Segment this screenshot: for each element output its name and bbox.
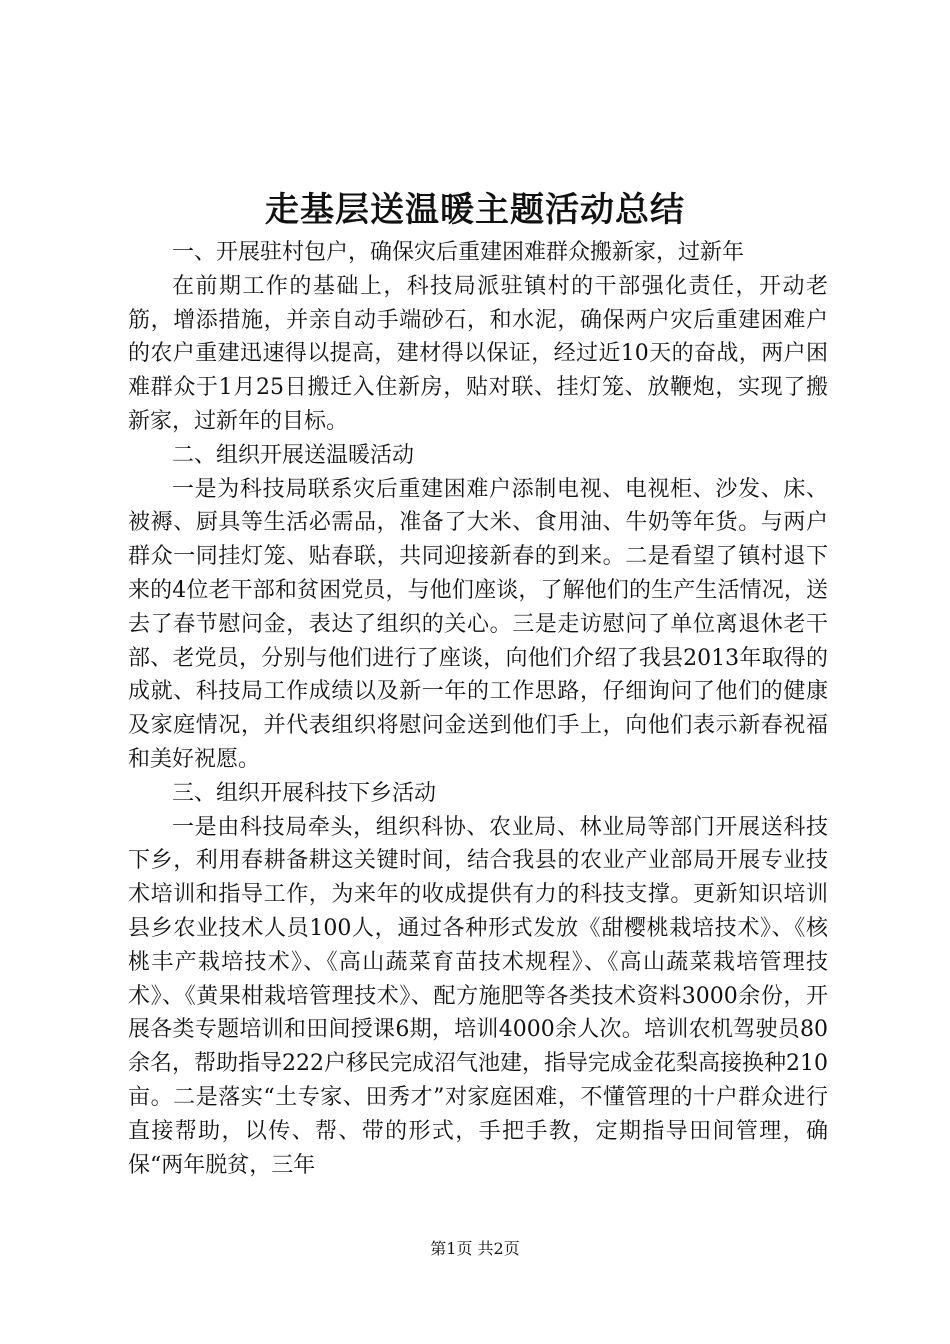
document-title: 走基层送温暖主题活动总结 [265, 190, 685, 230]
paragraph: 一是由科技局牵头，组织科协、农业局、林业局等部门开展送科技下乡，利用春耕备耕这关键时间，结合我县的农业产业部局开展专业技术培训和指导工作，为来年的收成提供有力的科技支撑。更新知识培训县乡农业技术人员100人，通过各种形式发放《甜樱桃栽培技术》、《核桃丰产栽培技术》、《高山蔬菜育苗技术规程》、《高山蔬菜栽培管理技术》、《黄果柑栽培管理技术》、配方施肥等各类技术资料3000余份，开展各类专题培训和田间授课6期，培训4000余人次。培训农机驾驶员80余名，帮助指导222户移民完成沼气池建，指导完成金花梨高接换种210亩。二是落实“土专家、田秀才”对家庭困难，不懂管理的十户群众进行直接帮助，以传、帮、带的形式，手把手教，定期指导田间管理，确保“两年脱贫，三年 [128, 814, 828, 1178]
document-body [128, 236, 828, 1182]
paragraph: 一是为科技局联系灾后重建困难户添制电视、电视柜、沙发、床、被褥、厨具等生活必需品，准备了大米、食用油、牛奶等年货。与两户群众一同挂灯笼、贴春联，共同迎接新春的到来。二是看望了镇村退下来的4位老干部和贫困党员，与他们座谈，了解他们的生产生活情况，送去了春节慰问金，表达了组织的关心。三是走访慰问了单位离退休老干部、老党员，分别与他们进行了座谈，向他们介绍了我县2013年取得的成就、科技局工作成绩以及新一年的工作思路，仔细询问了他们的健康及家庭情况，并代表组织将慰问金送到他们手上，向他们表示新春祝福和美好祝愿。 [128, 476, 828, 772]
section-heading-1: 一、开展驻村包户，确保灾后重建困难群众搬新家，过新年 [172, 240, 745, 265]
section-heading-2: 二、组织开展送温暖活动 [172, 442, 415, 468]
page-footer: 第1页 共2页 [430, 1239, 520, 1258]
paragraph: 在前期工作的基础上，科技局派驻镇村的干部强化责任，开动老筋，增添措施，并亲自动手端砂石，和水泥，确保两户灾后重建困难户的农户重建迅速得以提高，建材得以保证，经过近10天的奋战，两户困难群众于1月25日搬迁入住新房，贴对联、挂灯笼、放鞭炮，实现了搬新家，过新年的目标。 [128, 273, 828, 434]
section-heading-3: 三、组织开展科技下乡活动 [172, 780, 437, 806]
